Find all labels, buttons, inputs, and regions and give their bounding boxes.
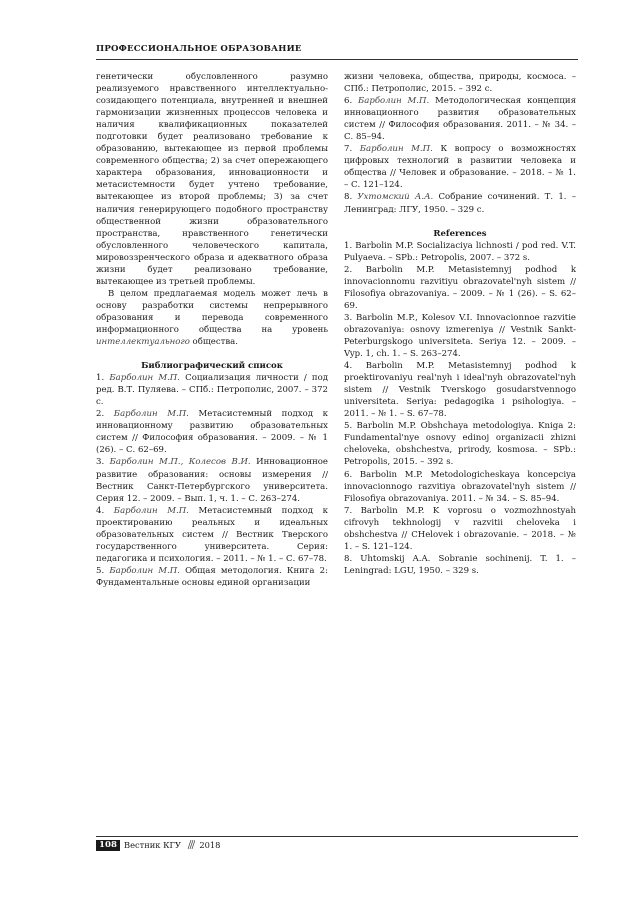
bibliography-entry: 4. Барболин М.П. Метасистемный подход к проектированию реальных и идеальных образовательных систем // Вестник Тверского государственного университета. Серия: педагогика и психология. – 2011. – № 1. – С. 67–78. <box>96 505 328 564</box>
entry-author: Барболин М.П. <box>113 505 189 516</box>
entry-author: Ухтомский А.А. <box>357 192 434 203</box>
entry-author: Барболин М.П., Колесов В.И. <box>109 457 251 468</box>
reference-entry: 3. Barbolin M.P., Kolesov V.I. Innovacionnoe razvitie obrazovaniya: osnovy izmereniya // Vestnik Sankt-Peterburgskogo universiteta. Seriya 12. – 2009. – Vyp. 1, ch. 1. – S. 263–274. <box>344 312 576 360</box>
slash-ornament-icon <box>186 840 195 849</box>
journal-name: Вестник КГУ <box>124 840 182 850</box>
entry-author: Барболин М.П. <box>109 565 180 576</box>
journal-year: 2018 <box>199 840 221 850</box>
references-title: References <box>433 228 487 239</box>
reference-entry: 4. Barbolin M.P. Metasistemnyj podhod k proektirovaniyu real'nyh i ideal'nyh obrazovatel'nyh sistem // Vestnik Tverskogo gosudarstvennogo universiteta. Seriya: pedagogika i psihologiya. – 2011. – № 1. – S. 67–78. <box>344 361 576 420</box>
entry-author: Барболин М.П. <box>359 144 433 155</box>
journal-footer <box>124 840 220 851</box>
right-column <box>344 71 576 577</box>
bibliography-entry: 1. Барболин М.П. Социализация личности / под ред. В.Т. Пуляева. – СПб.: Петрополис, 2007. – 372 с. <box>96 373 329 408</box>
body-paragraph: В целом предлагаемая модель может лечь в основу разработки системы непрерывного образования и перевода современного информационного общества на уровень интеллектуального общества. <box>96 288 328 348</box>
body-paragraph: генетически обусловленного разумно реализуемого нравственного интеллектуально-созидающего потенциала, внутренней и внешней гармонизации жизненных процессов человека и наличия квалификационных показателей подготовки будет реализовано требование к образованию, вытекающее из первой проблемы современного общества; 2) за счет опережающего характера образования, инновационности и метасистемности будет учтено требование, вытекающее из второй проблемы; 3) за счет наличия генерирующего подобного пространству общественной жизни образовательного пространства, нравственного генетически обусловленного человеческого капитала, мировоззренческого образа и адекватного образа жизни будет реализовано требование, вытекающее из третьей проблемы. <box>96 72 328 287</box>
reference-entry: 7. Barbolin M.P. K voprosu o vozmozhnostyah cifrovyh tekhnologij v razvitii cheloveka i obshchestva // CHelovek i obrazovanie. – 2018. – № 1. – S. 121–124. <box>344 505 576 552</box>
bibliography-entry: 8. Ухтомский А.А. Собрание сочинений. Т. 1. – Ленинград: ЛГУ, 1950. – 329 с. <box>344 192 576 215</box>
reference-entry: 5. Barbolin M.P. Obshchaya metodologiya. Kniga 2: Fundamental'nye osnovy edinoj organizacii zhizni cheloveka, obshchestva, prirody, kosmosa. – SPb.: Petropolis, 2015. – 392 s. <box>344 421 576 468</box>
bibliography-list <box>344 95 576 215</box>
reference-entry: 1. Barbolin M.P. Socializaciya lichnosti / pod red. V.T. Pulyaeva. – SPb.: Petropolis, 2007. – 372 s. <box>344 240 576 263</box>
page-number: 108 <box>96 840 120 851</box>
bibliography-title: Библиографический список <box>141 361 283 372</box>
bibliography-continuation: жизни человека, общества, природы, космоса. – СПб.: Петрополис, 2015. – 392 с. <box>344 72 576 95</box>
running-header: ПРОФЕССИОНАЛЬНОЕ ОБРАЗОВАНИЕ <box>96 44 302 54</box>
bibliography-list <box>96 372 328 589</box>
entry-author: Барболин М.П. <box>109 373 180 384</box>
footer-rule <box>96 836 578 837</box>
bibliography-entry: 5. Барболин М.П. Общая методология. Книга 2: Фундаментальные основы единой организации <box>96 565 328 588</box>
emphasis: интеллектуального <box>96 337 190 348</box>
bibliography-entry: 7. Барболин М.П. К вопросу о возможностях цифровых технологий в развитии человека и общества // Человек и образование. – 2018. – № 1. – С. 121–124. <box>344 144 576 191</box>
entry-author: Барболин М.П. <box>357 96 430 107</box>
reference-entry: 2. Barbolin M.P. Metasistemnyj podhod k innovacionnomu razvitiyu obrazovatel'nyh sistem // Filosofiya obrazovaniya. – 2009. – № 1 (26). – S. 62–69. <box>344 264 576 311</box>
bibliography-entry: 2. Барболин М.П. Метасистемный подход к инновационному развитию образовательных систем // Философия образования. – 2009. – № 1 (26). – С. 62–69. <box>96 409 328 456</box>
reference-entry: 6. Barbolin M.P. Metodologicheskaya koncepciya innovacionnogo razvitiya obrazovatel'nyh sistem // Filosofiya obrazovaniya. 2011. – № 34. – S. 85–94. <box>344 469 576 504</box>
left-column <box>96 71 328 589</box>
references-list <box>344 240 576 577</box>
reference-entry: 8. Uhtomskij A.A. Sobranie sochinenij. T. 1. – Leningrad: LGU, 1950. – 329 s. <box>344 553 576 576</box>
header-rule <box>96 59 578 60</box>
bibliography-entry: 3. Барболин М.П., Колесов В.И. Инновационное развитие образования: основы измерения // Вестник Санкт-Петербургского университета. Серия 12. – 2009. – Вып. 1, ч. 1. – С. 263–274. <box>96 457 328 504</box>
entry-author: Барболин М.П. <box>113 409 189 420</box>
bibliography-entry: 6. Барболин М.П. Методологическая концепция инновационного развития образовательных систем // Философия образования. 2011. – № 34. – С. 85–94. <box>344 96 576 143</box>
